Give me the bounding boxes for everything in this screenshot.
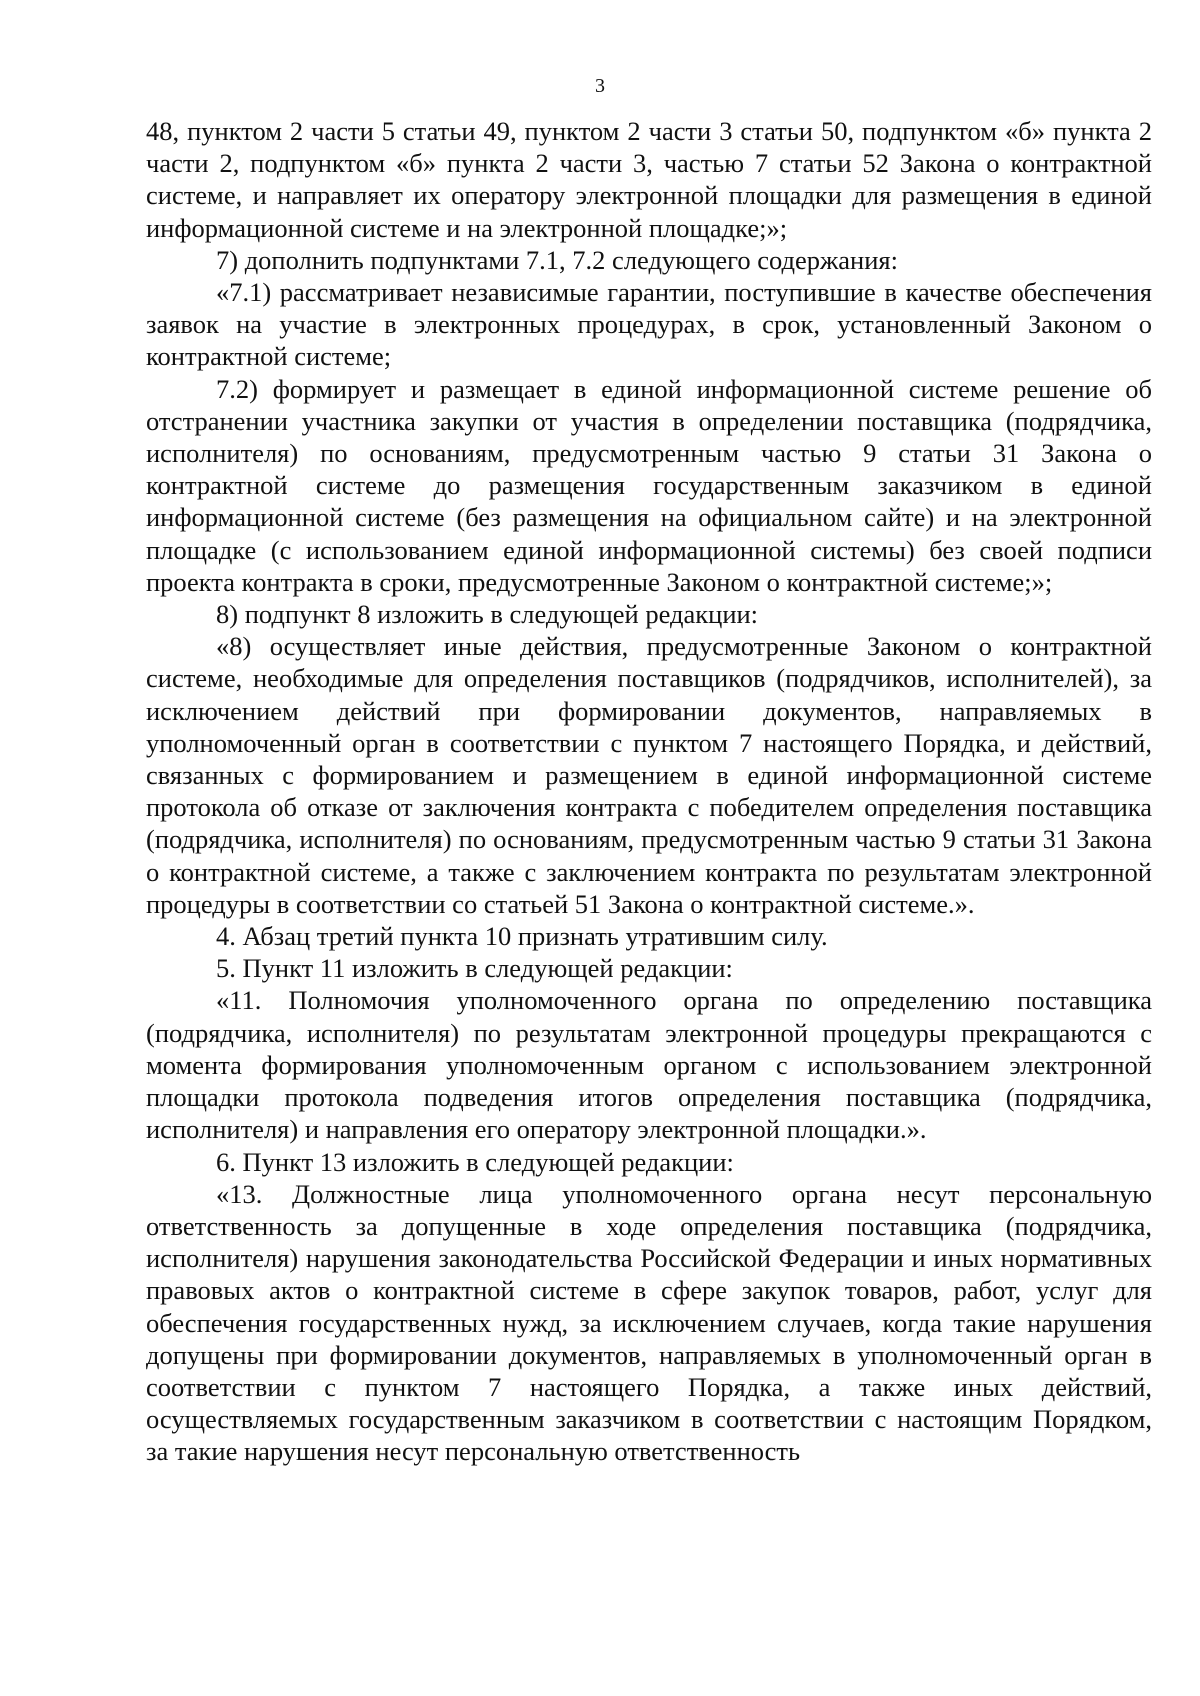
- paragraph-item-8-text: «8) осуществляет иные действия, предусмотренные Законом о контрактной системе, необходимые для определения поставщиков (подрядчиков, исполнителей), за исключением действий при формировании документов, направляемых в уполномоченный орган в соответствии с пунктом 7 настоящего Порядка, и действий, связанных с формированием и размещением в единой информационной системе протокола об отказе от заключения контракта с победителем определения поставщика (подрядчика, исполнителя) по основаниям, предусмотренным частью 9 статьи 31 Закона о контрактной системе, а также с заключением контракта по результатам электронной процедуры в соответствии со статьей 51 Закона о контрактной системе.».: [146, 631, 1152, 919]
- paragraph-item-8: 8) подпункт 8 изложить в следующей редакции:: [216, 599, 759, 630]
- paragraph-continuation: 48, пунктом 2 части 5 статьи 49, пунктом 2 части 3 статьи 50, подпунктом «б» пункта 2 части 2, подпунктом «б» пункта 2 части 3, частью 7 статьи 52 Закона о контрактной системе, и направляет их оператору электронной площадки для размещения в единой информационной системе и на электронной площадке;»;: [146, 116, 1152, 243]
- paragraph-point-6: 6. Пункт 13 изложить в следующей редакции:: [216, 1146, 734, 1177]
- paragraph-point-4: 4. Абзац третий пункта 10 признать утратившим силу.: [216, 921, 828, 952]
- paragraph-item-7-2: 7.2) формирует и размещает в единой информационной системе решение об отстранении участника закупки от участия в определении поставщика (подрядчика, исполнителя) по основаниям, предусмотренным частью 9 статьи 31 Закона о контрактной системе до размещения государственным заказчиком в единой информационной системе (без размещения на официальном сайте) и на электронной площадке (с использованием единой информационной системы) без своей подписи проекта контракта в сроки, предусмотренные Законом о контрактной системе;»;: [146, 373, 1152, 597]
- paragraph-item-7-1: «7.1) рассматривает независимые гарантии, поступившие в качестве обеспечения заявок на участие в электронных процедурах, в срок, установленный Законом о контрактной системе;: [146, 277, 1152, 372]
- paragraph-point-5: 5. Пункт 11 изложить в следующей редакции:: [216, 953, 733, 984]
- page-number: 3: [595, 75, 605, 97]
- document-body: [146, 115, 1152, 1468]
- paragraph-point-13-text: «13. Должностные лица уполномоченного органа несут персональную ответственность за допущенные в ходе определения поставщика (подрядчика, исполнителя) нарушения законодательства Российской Федерации и иных нормативных правовых актов о контрактной системе в сфере закупок товаров, работ, услуг для обеспечения государственных нужд, за исключением случаев, когда такие нарушения допущены при формировании документов, направляемых в уполномоченный орган в соответствии с пунктом 7 настоящего Порядка, а также иных действий, осуществляемых государственным заказчиком в соответствии с настоящим Порядком, за такие нарушения несут персональную ответственность: [146, 1178, 1152, 1467]
- paragraph-item-7: 7) дополнить подпунктами 7.1, 7.2 следующего содержания:: [216, 244, 898, 275]
- paragraph-point-11-text: «11. Полномочия уполномоченного органа по определению поставщика (подрядчика, исполнителя) по результатам электронной процедуры прекращаются с момента формирования уполномоченным органом с использованием электронной площадки протокола подведения итогов определения поставщика (подрядчика, исполнителя) и направления его оператору электронной площадки.».: [146, 985, 1152, 1145]
